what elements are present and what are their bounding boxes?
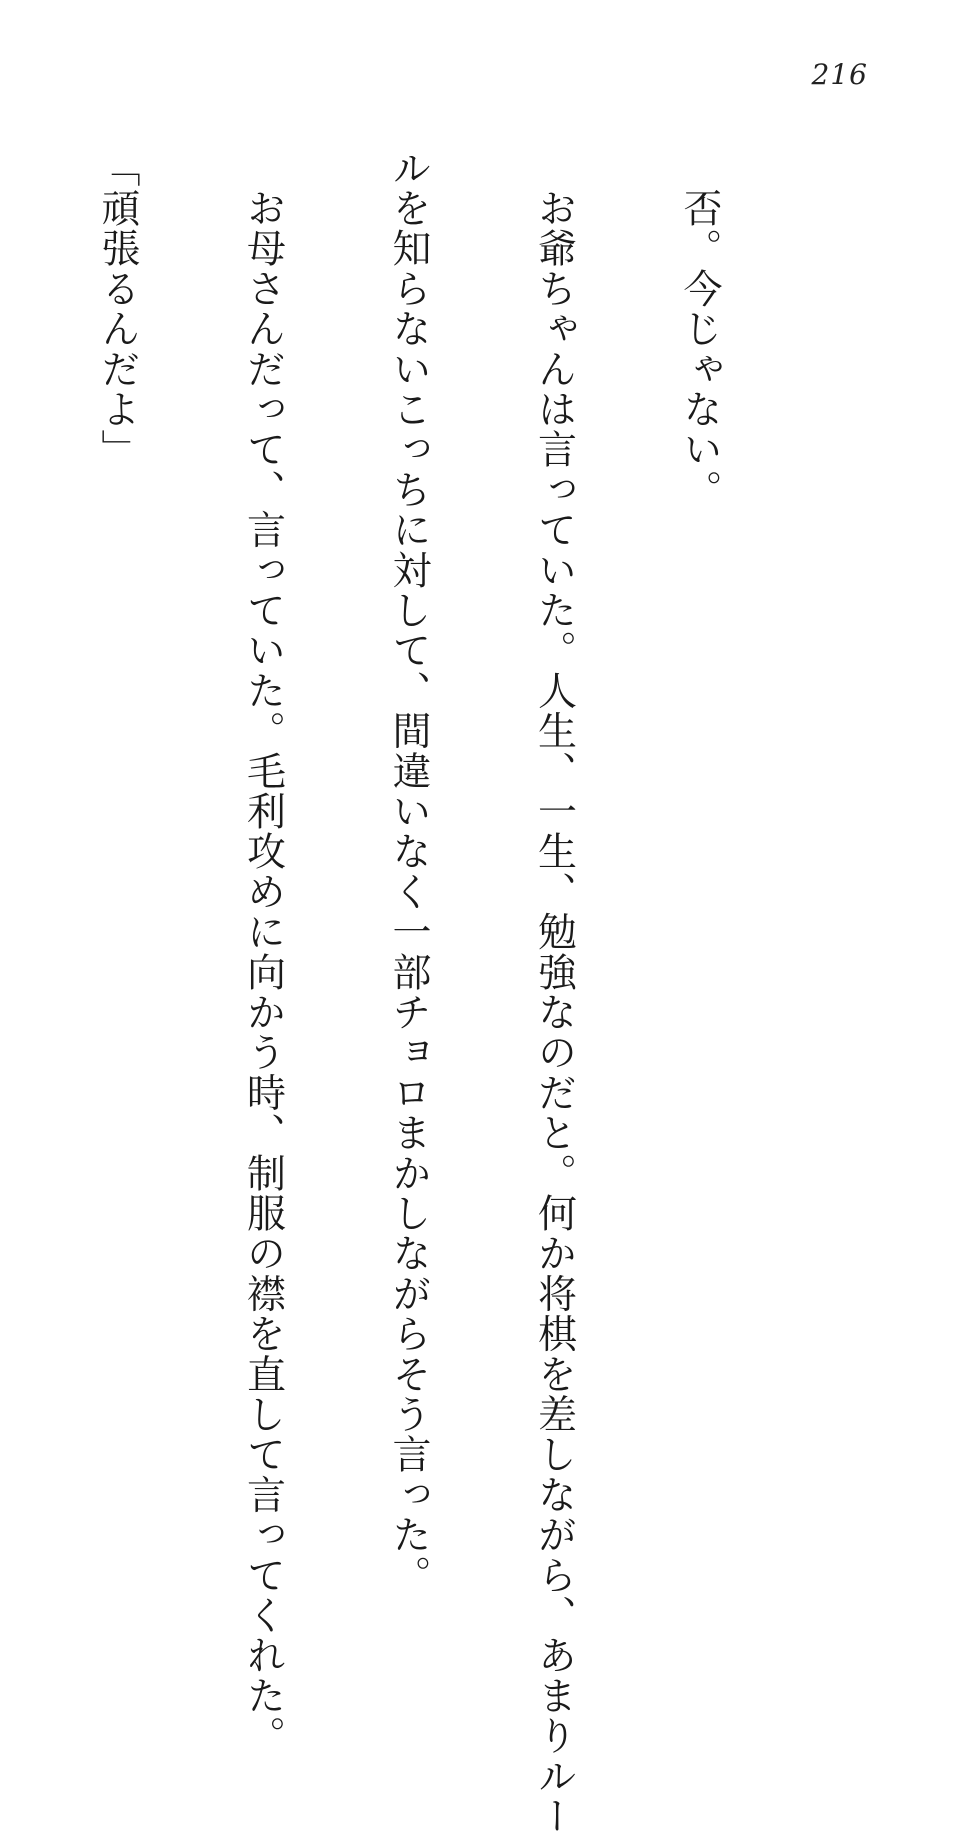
text-line: お爺ちゃんは言っていた。人生、一生、勉強なのだと。何か将棋を差しながら、あまりルー bbox=[531, 148, 577, 1836]
page-number: 216 bbox=[811, 58, 868, 91]
novel-text bbox=[0, 148, 820, 1836]
text-line: 「頑張るんだよ」 bbox=[95, 148, 140, 470]
text-line: お母さんだって、言っていた。毛利攻めに向かう時、制服の襟を直して言ってくれた。 bbox=[240, 148, 286, 1756]
text-line: ルを知らないこっちに対して、間違いなく一部チョロまかしながらそう言った。 bbox=[386, 148, 431, 1596]
text-line: 否。今じゃない。 bbox=[677, 148, 722, 510]
